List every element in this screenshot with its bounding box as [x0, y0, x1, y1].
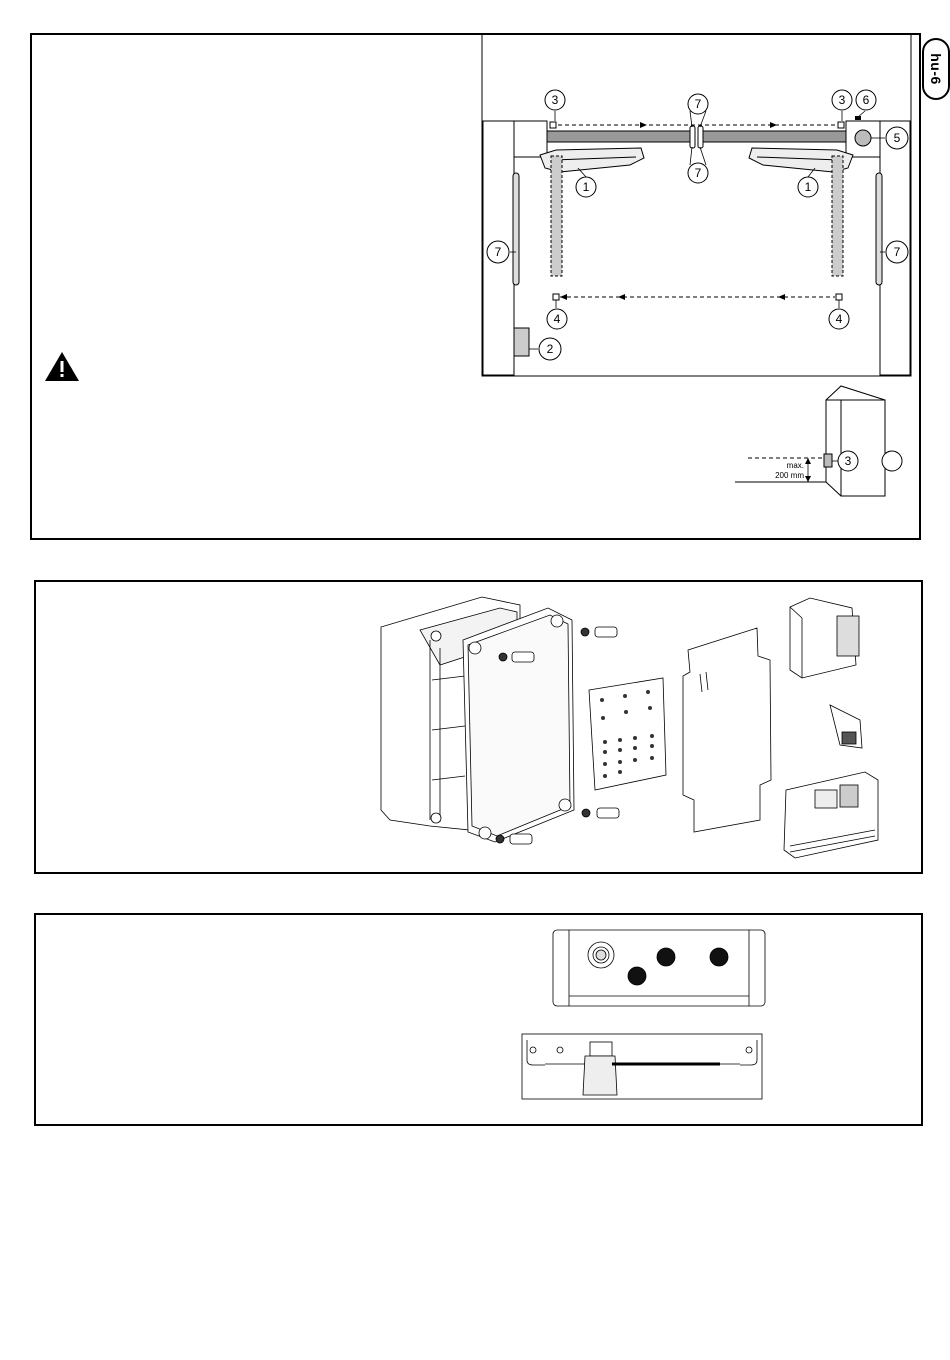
- callout-key-selector: 2: [546, 342, 554, 356]
- callout-post-photocell-right: 4: [835, 312, 843, 326]
- callout-antenna: 6: [862, 93, 870, 107]
- warning-icon: [45, 352, 79, 381]
- figure-panel-cable-entry: [34, 913, 923, 1126]
- callout-edge-bottom: 7: [694, 166, 702, 180]
- photocell-height-detail: [735, 386, 902, 496]
- callout-photocell-left: 3: [551, 93, 559, 107]
- flashing-light: [855, 130, 871, 146]
- callout-edge-left: 7: [494, 245, 502, 259]
- callout-motor-left: 1: [582, 180, 590, 194]
- callout-detail-photocell: 3: [844, 454, 852, 468]
- leaf-edge-right: [698, 126, 703, 148]
- gate-leaf-left: [547, 131, 690, 142]
- figure-panel-control-unit: [34, 580, 923, 874]
- callout-edge-top: 7: [694, 97, 702, 111]
- callout-flashing-light: 5: [893, 131, 901, 145]
- gate-leaf-right: [703, 131, 846, 142]
- callout-post-photocell-left: 4: [553, 312, 561, 326]
- callout-motor-right: 1: [804, 180, 812, 194]
- leaf-edge-left: [690, 126, 695, 148]
- callout-edge-right: 7: [893, 245, 901, 259]
- page-number-text: hu-6: [928, 53, 944, 85]
- gate-leaf-open-left: [551, 156, 562, 276]
- max-label: max.: [786, 461, 804, 470]
- callout-photocell-right: 3: [838, 93, 846, 107]
- key-selector: [514, 328, 529, 356]
- gate-leaf-open-right: [832, 156, 843, 276]
- max-distance-label: 200 mm: [775, 471, 804, 480]
